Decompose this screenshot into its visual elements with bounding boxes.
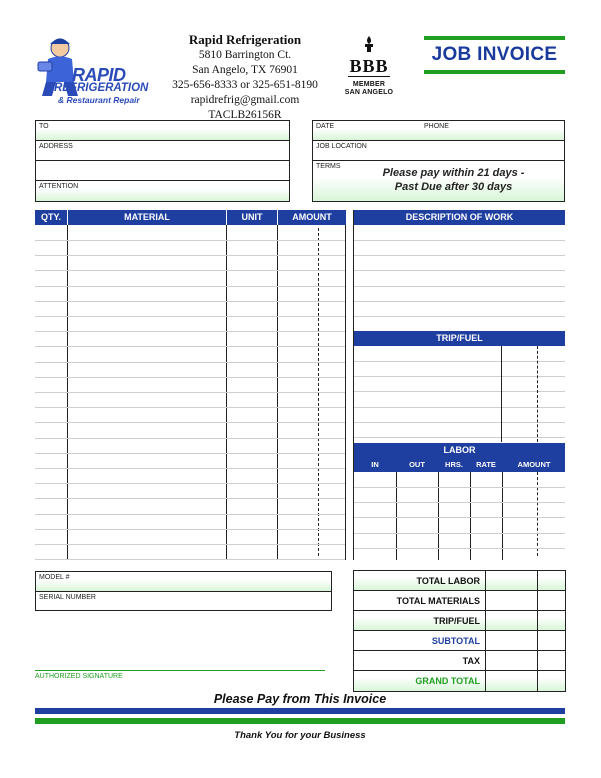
rule-line — [354, 270, 565, 271]
col-material-header: MATERIAL — [68, 210, 226, 225]
company-email: rapidrefrig@gmail.com — [190, 94, 300, 106]
col-unit-header: UNIT — [227, 210, 277, 225]
to-label: TO — [39, 123, 49, 130]
rule-line — [354, 422, 565, 423]
trip-fuel-total-row[interactable] — [354, 611, 565, 631]
to-field[interactable] — [36, 121, 289, 141]
address-field-2[interactable] — [36, 161, 289, 181]
customer-box — [35, 120, 290, 202]
rule-line — [354, 361, 565, 362]
thanks-note: Thank You for your Business — [234, 730, 366, 741]
model-label: MODEL # — [39, 574, 70, 581]
total-materials-row[interactable] — [354, 591, 565, 611]
total-labor-label: TOTAL LABOR — [416, 576, 480, 586]
logo-tagline: & Restaurant Repair — [58, 95, 140, 105]
trip-fuel-total-label: TRIP/FUEL — [433, 616, 480, 626]
rule-line — [35, 286, 345, 287]
rule-line — [35, 544, 345, 545]
labor-columns — [354, 457, 565, 472]
company-info — [165, 32, 325, 123]
rule-line — [354, 316, 565, 317]
rule-line — [35, 362, 345, 363]
attention-field[interactable] — [36, 181, 289, 201]
company-license: TACLB26156R — [208, 109, 282, 121]
rule-line — [35, 529, 345, 530]
rule-line — [35, 453, 345, 454]
model-field[interactable] — [36, 572, 331, 592]
rule-line — [354, 487, 565, 488]
rule-line — [35, 316, 345, 317]
bbb-mark: BBB — [349, 56, 389, 76]
rule-line — [354, 286, 565, 287]
rule-line — [35, 331, 345, 332]
rule-line — [354, 517, 565, 518]
company-address-1: 5810 Barrington Ct. — [198, 49, 292, 61]
logo-wordmark: RAPID — [72, 65, 126, 85]
address-label: ADDRESS — [39, 143, 73, 150]
rule-line — [35, 377, 345, 378]
equipment-box — [35, 571, 332, 611]
labor-col-hrs: HRS. — [445, 460, 463, 469]
rule-line — [35, 514, 345, 515]
subtotal-row[interactable] — [354, 631, 565, 651]
pay-note: Please Pay from This Invoice — [213, 692, 387, 706]
labor-header: LABOR — [354, 443, 565, 457]
footer-bar-blue — [35, 708, 565, 714]
grand-total-label: GRAND TOTAL — [415, 676, 480, 686]
company-logo — [30, 32, 160, 110]
bbb-location: SAN ANGELO — [344, 89, 394, 96]
rule-line — [35, 483, 345, 484]
rule-line — [354, 391, 565, 392]
terms-line-1: Please pay within 21 days - — [382, 167, 525, 179]
rule-line — [35, 422, 345, 423]
terms-line-2: Past Due after 30 days — [394, 181, 513, 193]
rule-line — [354, 407, 565, 408]
total-materials-label: TOTAL MATERIALS — [396, 596, 480, 606]
rule-line — [35, 240, 345, 241]
materials-table — [35, 210, 346, 560]
rule-line — [35, 559, 345, 560]
date-label: DATE — [316, 123, 335, 130]
terms-field — [313, 161, 564, 201]
rule-line — [354, 437, 565, 438]
work-panel — [353, 210, 565, 560]
attention-label: ATTENTION — [39, 183, 79, 190]
job-location-label: JOB LOCATION — [316, 143, 367, 150]
rule-line — [35, 301, 345, 302]
logo-wordmark-sub: REFRIGERATION — [54, 82, 149, 94]
totals-box — [353, 570, 566, 692]
rule-line — [354, 533, 565, 534]
description-header: DESCRIPTION OF WORK — [354, 210, 565, 225]
total-labor-row[interactable] — [354, 571, 565, 591]
rule-line — [354, 376, 565, 377]
address-field[interactable] — [36, 141, 289, 161]
rule-line — [35, 392, 345, 393]
job-location-field[interactable] — [313, 141, 564, 161]
rule-line — [35, 498, 345, 499]
date-phone-field[interactable] — [313, 121, 564, 141]
labor-col-in: IN — [371, 460, 379, 469]
rule-line — [354, 502, 565, 503]
company-name: Rapid Refrigeration — [188, 32, 302, 47]
rule-line — [354, 255, 565, 256]
rule-line — [35, 468, 345, 469]
company-phones: 325-656-8333 or 325-651-8190 — [172, 79, 318, 91]
col-amount-header: AMOUNT — [278, 210, 346, 225]
rule-line — [35, 255, 345, 256]
serial-label: SERIAL NUMBER — [39, 594, 96, 601]
title-bar-bottom — [424, 70, 565, 74]
serial-field[interactable] — [36, 592, 331, 611]
rule-line — [35, 346, 345, 347]
company-address-2: San Angelo, TX 76901 — [192, 64, 298, 76]
labor-col-rate: RATE — [476, 460, 496, 469]
signature-label: AUTHORIZED SIGNATURE — [35, 673, 123, 680]
rule-line — [354, 301, 565, 302]
job-box — [312, 120, 565, 202]
tax-row[interactable] — [354, 651, 565, 671]
labor-col-amount: AMOUNT — [517, 460, 551, 469]
torch-icon — [359, 36, 379, 52]
signature-line[interactable] — [35, 670, 325, 671]
subtotal-label: SUBTOTAL — [431, 636, 480, 646]
labor-col-out: OUT — [409, 460, 425, 469]
phone-label: PHONE — [424, 123, 449, 130]
bbb-badge — [338, 36, 400, 97]
rule-line — [35, 438, 345, 439]
rule-line — [354, 240, 565, 241]
tax-label: TAX — [462, 656, 480, 666]
footer-bar-green — [35, 718, 565, 724]
grand-total-row[interactable] — [354, 671, 565, 691]
rule-line — [35, 270, 345, 271]
rule-line — [35, 407, 345, 408]
col-qty-header: QTY. — [35, 210, 67, 225]
trip-fuel-header: TRIP/FUEL — [354, 331, 565, 346]
rule-line — [354, 548, 565, 549]
terms-label: TERMS — [316, 163, 341, 170]
bbb-member: MEMBER — [352, 81, 386, 88]
page-title: JOB INVOICE — [431, 44, 558, 65]
